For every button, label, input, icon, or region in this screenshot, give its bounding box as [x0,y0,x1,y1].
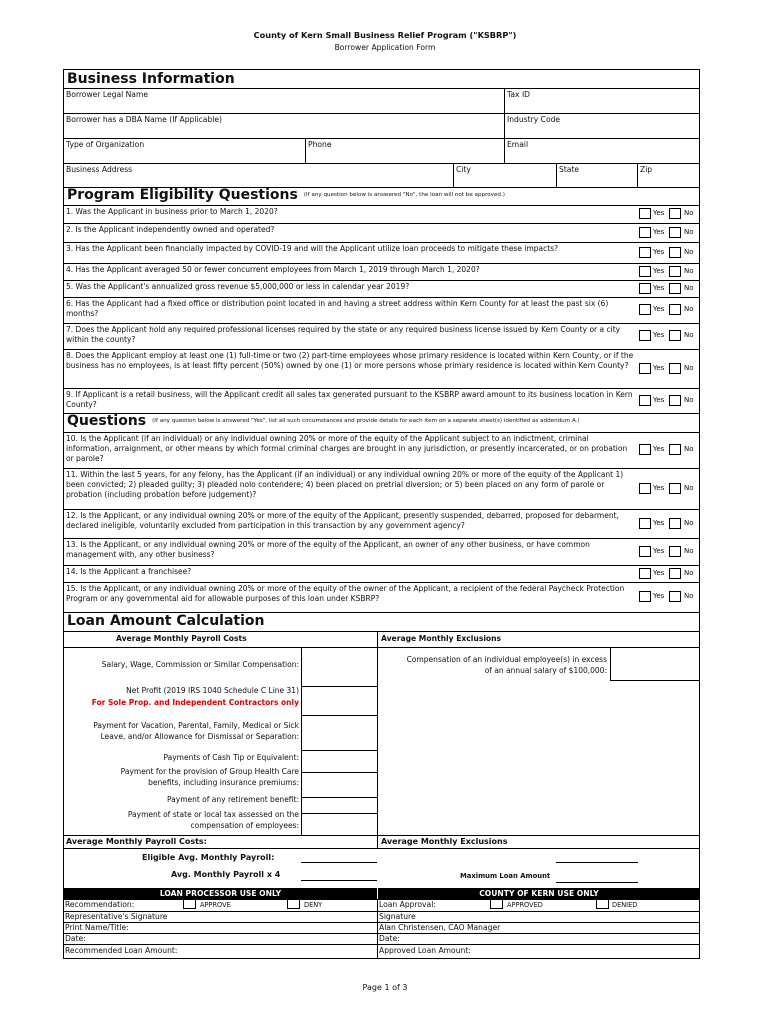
yes-no-q5 [639,591,699,603]
yes-label: Yes [653,592,665,600]
no-checkbox[interactable] [669,227,681,238]
org-type-field[interactable]: Type of Organization [66,140,145,149]
payroll-total-label: Average Monthly Payroll Costs: [66,837,207,846]
tax-id-field[interactable]: Tax ID [507,90,531,99]
no-label: No [684,546,694,555]
net-profit-label: Net Profit (2019 IRS 1040 Schedule C Line 31) [126,686,299,695]
max-loan-label: Maximum Loan Amount [460,872,551,880]
yes-label: Yes [653,266,665,275]
no-checkbox[interactable] [669,444,681,455]
max-loan-input[interactable] [556,882,638,883]
no-checkbox[interactable] [669,518,681,529]
questions-note: (If any question below is answered "Yes", list all such circumstances and provide details for each item on a separate sheet(s) identified as addendum A.) [152,418,580,424]
yes-label: Yes [653,283,665,292]
application-form [63,69,700,959]
yes-label: Yes [653,227,665,236]
no-checkbox[interactable] [669,363,681,374]
yes-no-q4 [639,568,699,580]
amount-input[interactable] [301,772,377,773]
state-field[interactable]: State [559,165,580,174]
screening-question: 12. Is the Applicant, or any individual owning 20% or more of the equity of the Applicant, presently suspended, debarred, proposed for debarment, declared ineligible, voluntarily excluded from participation in this transaction by any government agency? [66,511,619,530]
phone-field[interactable]: Phone [308,140,332,149]
tax-label-2: compensation of employees: [190,821,299,830]
payroll-x4-label: Avg. Monthly Payroll x 4 [171,870,281,879]
no-label: No [684,209,694,217]
health-label-2: benefits, including insurance premiums: [148,778,299,787]
eligibility-question: 5. Was the Applicant's annualized gross revenue $5,000,000 or less in calendar year 2019? [66,282,410,291]
yes-no-e5 [639,304,699,316]
compensation-label-1: Compensation of an individual employee(s) in excess [406,655,607,664]
screening-question: 13. Is the Applicant, or any individual owning 20% or more of the equity of the Applicant, an owner of any other business, or have common management with, any other business? [66,540,590,559]
county-date-label[interactable]: Date: [379,934,400,943]
amount-input[interactable] [301,797,377,798]
yes-no-e3 [639,266,699,278]
amount-input[interactable] [301,715,377,716]
eligible-payroll-label: Eligible Avg. Monthly Payroll: [142,853,275,862]
no-label: No [684,247,694,256]
screening-question: 10. Is the Applicant (if an individual) or any individual owning 20% or more of the equity of the Applicant subject to an indictment, criminal information, arraignment, or other means by which formal criminal charges are brought in any jurisdiction, or presently incarcerated, or on probation or parole? [66,434,628,463]
yes-no-e2 [639,247,699,259]
denied-checkbox[interactable] [596,899,609,909]
yes-no-q3 [639,546,699,558]
print-name-label[interactable]: Print Name/Title: [65,923,129,932]
no-label: No [684,395,694,404]
no-checkbox[interactable] [669,283,681,294]
yes-checkbox[interactable] [639,395,651,406]
eligibility-question: 1. Was the Applicant in business prior to March 1, 2020? [66,207,278,216]
eligibility-question: 7. Does the Applicant hold any required professional licenses required by the state or any required business license issued by Kern County or a city within the county? [66,325,621,344]
no-label: No [684,227,694,236]
form-subtitle: Borrower Application Form [334,43,436,52]
no-label: No [684,445,694,453]
no-checkbox[interactable] [669,591,681,602]
exclusion-amount-input[interactable] [610,680,700,681]
tax-label-1: Payment of state or local tax assessed on the [127,810,299,819]
yes-no-e1 [639,227,699,239]
no-label: No [684,568,694,577]
amount-input[interactable] [301,686,377,687]
eligibility-question: 6. Has the Applicant had a fixed office or distribution point located in and having a street address within Kern County for at least the past six (6) months? [66,299,609,318]
loan-approval-label: Loan Approval: [379,900,436,909]
vacation-label-1: Payment for Vacation, Parental, Family, Medical or Sick [93,721,299,730]
no-label: No [684,592,694,600]
city-field[interactable]: City [456,165,471,174]
yes-checkbox[interactable] [639,208,651,219]
yes-label: Yes [653,518,665,527]
form-title: County of Kern Small Business Relief Program ("KSBRP") [253,30,517,40]
screening-question: 15. Is the Applicant, or any individual owning 20% or more of the equity of the owner of the Applicant, a recipient of the federal Paycheck Protection Program or any governmental aid for allowable purposes of this loan under KSBRP? [66,584,625,603]
zip-field[interactable]: Zip [640,165,653,174]
yes-no-e7 [639,363,699,375]
denied-label: DENIED [612,901,638,909]
legal-name-field[interactable]: Borrower Legal Name [66,90,149,99]
yes-label: Yes [653,363,665,372]
county-header: COUNTY OF KERN USE ONLY [378,888,700,899]
approved-amount-label[interactable]: Approved Loan Amount: [379,946,471,955]
screening-question: 11. Within the last 5 years, for any felony, has the Applicant (if an individual) or any individual owning 20% or more of the equity of the Applicant 1) been convicted; 2) pleaded guilty; 3) pleaded nolo contendere; 4) been placed on pretrial diversion; or 5) been placed on any form of parole or probation (including probation before judgement)? [66,470,624,499]
amount-input[interactable] [301,813,377,814]
payroll-header: Average Monthly Payroll Costs [116,634,247,643]
yes-no-e0 [639,208,699,220]
eligibility-question: 3. Has the Applicant been financially impacted by COVID-19 and will the Applicant utilize loan proceeds to mitigate these impacts? [66,244,559,253]
yes-checkbox[interactable] [639,568,651,579]
yes-no-e4 [639,283,699,295]
dba-field[interactable]: Borrower has a DBA Name (If Applicable) [66,115,222,124]
approve-label: APPROVE [200,901,231,909]
no-label: No [684,363,694,372]
form-header [0,30,770,52]
yes-no-q0 [639,444,699,456]
email-field[interactable]: Email [507,140,529,149]
eligible-payroll-input[interactable] [301,862,377,863]
eligibility-question: 8. Does the Applicant employ at least one (1) full-time or two (2) part-time employees whose primary residence is located within Kern County, or if the business has no employees, is at least fifty percent (50%) owned by one (1) or more persons whose primary residence is located within Kern County? [66,351,634,370]
recommended-amount-label[interactable]: Recommended Loan Amount: [65,946,178,955]
county-signature-label[interactable]: Signature [379,912,416,921]
deny-label: DENY [304,901,323,909]
eligibility-question: 4. Has the Applicant averaged 50 or fewer concurrent employees from March 1, 2019 through March 1, 2020? [66,265,480,274]
no-label: No [684,518,694,527]
no-checkbox[interactable] [669,266,681,277]
yes-label: Yes [653,209,665,217]
loan-section-title: Loan Amount Calculation [67,613,265,629]
health-label-1: Payment for the provision of Group Health Care [120,767,299,776]
questions-section-title: Questions (If any question below is answered "Yes", list all such circumstances and provide details for each item on a separate sheet(s) identified as addendum A.) [67,413,580,429]
no-label: No [684,483,694,492]
page-number: Page 1 of 3 [362,983,408,992]
yes-checkbox[interactable] [639,546,651,557]
eligibility-note: (If any question below is answered "No", the loan will not be approved.) [303,192,505,198]
no-checkbox[interactable] [669,208,681,219]
deny-checkbox[interactable] [287,899,300,909]
yes-no-q1 [639,483,699,495]
county-name-label: Alan Christensen, CAO Manager [379,923,501,932]
business-section-title: Business Information [67,71,235,87]
no-checkbox[interactable] [669,304,681,315]
industry-code-field[interactable]: Industry Code [507,115,561,124]
exclusions-header: Average Monthly Exclusions [381,634,502,643]
compensation-label-2: of an annual salary of $100,000: [484,666,607,675]
no-checkbox[interactable] [669,395,681,406]
no-label: No [684,266,694,275]
payroll-x4-input[interactable] [301,880,377,881]
no-checkbox[interactable] [669,247,681,258]
yes-checkbox[interactable] [639,227,651,238]
yes-label: Yes [653,483,665,492]
address-field[interactable]: Business Address [66,165,133,174]
yes-label: Yes [653,546,665,555]
no-label: No [684,331,694,339]
yes-checkbox[interactable] [639,483,651,494]
eligibility-question: 2. Is the Applicant independently owned and operated? [66,225,275,234]
yes-checkbox[interactable] [639,444,651,455]
no-checkbox[interactable] [669,330,681,341]
vacation-label-2: Leave, and/or Allowance for Dismissal or Separation: [100,732,299,741]
no-checkbox[interactable] [669,546,681,557]
salary-label: Salary, Wage, Commission or Similar Compensation: [101,660,299,669]
exclusions-total-label: Average Monthly Exclusions [381,837,508,846]
yes-no-q2 [639,518,699,530]
no-label: No [684,305,694,313]
rep-signature-label[interactable]: Representative's Signature [65,912,168,921]
eligibility-question: 9. If Applicant is a retail business, will the Applicant credit all sales tax generated pursuant to the KSBRP award amount to its business location in Kern County? [66,390,633,409]
yes-label: Yes [653,305,665,313]
approve-checkbox[interactable] [183,899,196,909]
screening-question: 14. Is the Applicant a franchisee? [66,567,192,576]
yes-label: Yes [653,568,665,577]
yes-checkbox[interactable] [639,330,651,341]
yes-checkbox[interactable] [639,283,651,294]
approved-label: APPROVED [507,901,543,909]
yes-label: Yes [653,395,665,404]
yes-checkbox[interactable] [639,247,651,258]
yes-label: Yes [653,331,665,339]
amount-input[interactable] [301,750,377,751]
yes-label: Yes [653,445,665,453]
yes-no-e6 [639,330,699,342]
yes-label: Yes [653,247,665,256]
yes-checkbox[interactable] [639,266,651,277]
yes-checkbox[interactable] [639,518,651,529]
yes-checkbox[interactable] [639,591,651,602]
yes-checkbox[interactable] [639,304,651,315]
processor-header: LOAN PROCESSOR USE ONLY [64,888,377,899]
processor-date-label[interactable]: Date: [65,934,86,943]
no-checkbox[interactable] [669,483,681,494]
sole-prop-label: For Sole Prop. and Independent Contractors only [91,698,299,707]
yes-no-e8 [639,395,699,407]
approved-checkbox[interactable] [490,899,503,909]
eligibility-section-title: Program Eligibility Questions (If any question below is answered "No", the loan will not be approved.) [67,187,505,203]
no-checkbox[interactable] [669,568,681,579]
recommendation-label: Recommendation: [65,900,135,909]
cash-tip-label: Payments of Cash Tip or Equivalent: [163,753,299,762]
yes-checkbox[interactable] [639,363,651,374]
no-label: No [684,283,694,292]
retirement-label: Payment of any retirement benefit: [166,795,299,804]
